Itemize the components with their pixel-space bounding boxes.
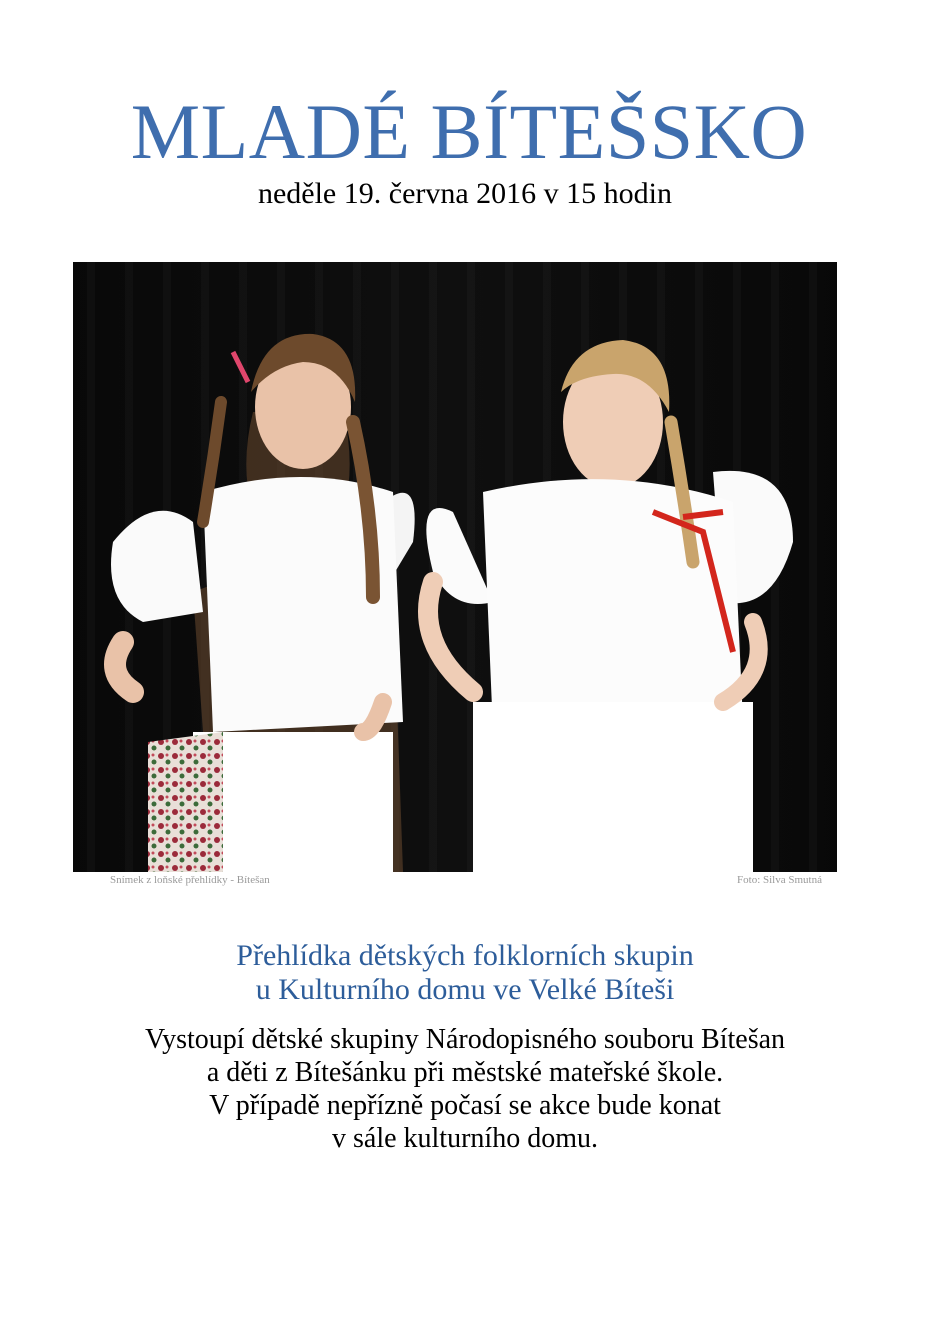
event-photo xyxy=(73,262,837,872)
poster-title: MLADÉ BÍTEŠSKO xyxy=(130,88,808,175)
description-line-4: v sále kulturního domu. xyxy=(332,1123,598,1154)
event-description xyxy=(0,1023,930,1155)
event-date: neděle 19. června 2016 v 15 hodin xyxy=(257,177,673,210)
description-line-3: V případě nepřízně počasí se akce bude konat xyxy=(209,1090,721,1121)
photo-credit: Foto: Silva Smutná xyxy=(737,874,822,886)
event-subtitle xyxy=(0,939,930,1007)
description-line-2: a děti z Bítešánku při městské mateřské škole. xyxy=(206,1057,724,1088)
photo-caption: Snímek z loňské přehlídky - Bítešan xyxy=(110,874,270,886)
subtitle-line-2: u Kulturního domu ve Velké Bíteši xyxy=(255,973,675,1006)
description-line-1: Vystoupí dětské skupiny Národopisného souboru Bítešan xyxy=(144,1024,786,1055)
subtitle-line-1: Přehlídka dětských folklorních skupin xyxy=(236,939,694,972)
